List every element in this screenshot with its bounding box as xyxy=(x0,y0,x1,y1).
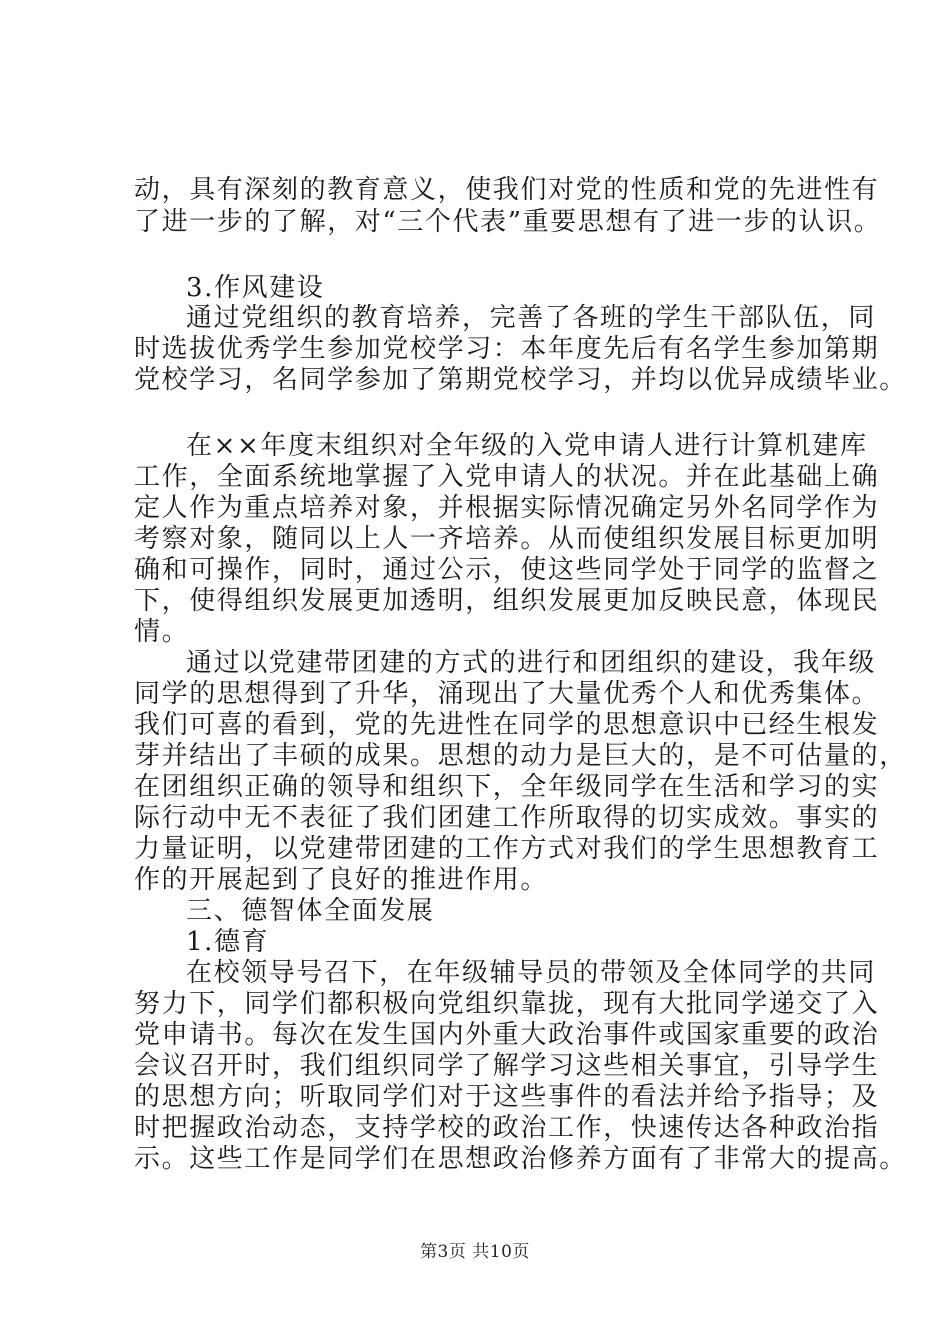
text-line: 确和可操作，同时，通过公示，使这些同学处于同学的监督之 xyxy=(134,555,880,585)
text-line: 党申请书。每次在发生国内外重大政治事件或国家重要的政治 xyxy=(134,1020,880,1050)
text-line: 了进一步的了解，对“三个代表”重要思想有了进一步的认识。 xyxy=(134,207,882,237)
section-heading: 3.作风建设 xyxy=(186,273,325,303)
text-line: 同学的思想得到了升华，涌现出了大量优秀个人和优秀集体。 xyxy=(134,679,880,709)
page-number-footer: 第3页 共10页 xyxy=(420,1242,530,1262)
text-line: 努力下，同学们都积极向党组织靠拢，现有大批同学递交了入 xyxy=(134,989,880,1019)
text-line: 下，使得组织发展更加透明，组织发展更加反映民意，体现民 xyxy=(134,586,880,616)
text-line: 在××年度末组织对全年级的入党申请人进行计算机建库 xyxy=(186,431,868,461)
text-line: 党校学习，名同学参加了第期党校学习，并均以优异成绩毕业。 xyxy=(134,365,907,395)
text-line: 我们可喜的看到，党的先进性在同学的思想意识中已经生根发 xyxy=(134,710,880,740)
text-line: 示。这些工作是同学们在思想政治修养方面有了非常大的提高。 xyxy=(134,1144,907,1174)
text-line: 动，具有深刻的教育意义，使我们对党的性质和党的先进性有 xyxy=(134,175,880,205)
subsection-heading: 1.德育 xyxy=(186,927,270,957)
section-heading: 三、德智体全面发展 xyxy=(186,896,435,926)
text-line: 工作，全面系统地掌握了入党申请人的状况。并在此基础上确 xyxy=(134,462,880,492)
text-line: 定人作为重点培养对象，并根据实际情况确定另外名同学作为 xyxy=(134,493,880,523)
text-line: 情。 xyxy=(134,617,190,647)
text-line: 时选拔优秀学生参加党校学习：本年度先后有名学生参加第期 xyxy=(134,334,880,364)
text-line: 作的开展起到了良好的推进作用。 xyxy=(134,865,549,895)
text-line: 芽并结出了丰硕的成果。思想的动力是巨大的，是不可估量的， xyxy=(134,741,907,771)
text-line: 际行动中无不表征了我们团建工作所取得的切实成效。事实的 xyxy=(134,803,880,833)
text-line: 在校领导号召下，在年级辅导员的带领及全体同学的共同 xyxy=(186,958,877,988)
text-line: 时把握政治动态，支持学校的政治工作，快速传达各种政治指 xyxy=(134,1113,880,1143)
text-line: 的思想方向；听取同学们对于这些事件的看法并给予指导；及 xyxy=(134,1082,880,1112)
text-line: 力量证明，以党建带团建的工作方式对我们的学生思想教育工 xyxy=(134,834,880,864)
text-line: 通过以党建带团建的方式的进行和团组织的建设，我年级 xyxy=(186,648,877,678)
text-line: 会议召开时，我们组织同学了解学习这些相关事宜，引导学生 xyxy=(134,1051,880,1081)
text-line: 通过党组织的教育培养，完善了各班的学生干部队伍，同 xyxy=(186,303,877,333)
text-line: 在团组织正确的领导和组织下，全年级同学在生活和学习的实 xyxy=(134,772,880,802)
text-line: 考察对象，随同以上人一齐培养。从而使组织发展目标更加明 xyxy=(134,524,880,554)
